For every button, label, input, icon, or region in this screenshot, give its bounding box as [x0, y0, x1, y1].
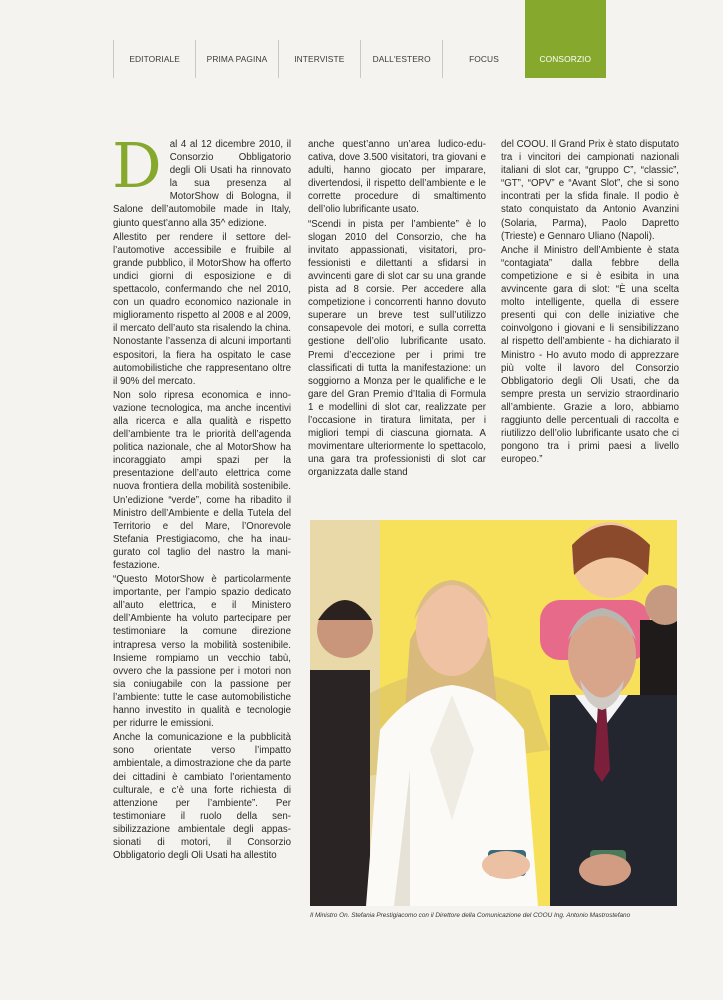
- article-paragraph: Anche la comunicazione e la pubblicità sono orientate verso l’impatto ambientale, a dimostrazione che da parte dei cittadini è cambiato l’orientamento culturale, e c’è una forte richiesta di attenzione per l’ambiente”. Per testimoniare il ruolo della sensibilizzazione ambientale degli appassionati di motori, il Consorzio Obbligatorio degli Oli Usati ha allestito: [113, 732, 291, 862]
- article-paragraph: al 4 al 12 dicembre 2010, il Consorzio Obbligatorio degli Oli Usati ha rinnovato la sua presenza al MotorShow di Bologna, il Salone dell’automobile made in Italy, giunto quest’anno alla 35^ edizione.: [113, 139, 291, 229]
- photo-caption: Il Ministro On. Stefania Prestigiacomo con il Direttore della Comunicazione del COOU Ing. Antonio Mastrostefano: [310, 912, 631, 919]
- article-paragraph: Allestito per rendere il settore dell’automotive accessibile e fruibile al grande pubblico, il MotorShow ha offerto undici giorni di esposizione e di spettacolo, confermando che nel 2010, con un quadro economico nazionale in miglioramento rispetto al 2008 e al 2009, il mercato dell’auto sta risalendo la china. Nonostante l’assenza di alcuni importanti espositori, la fiera ha ospitato le case automobilistiche che rappresentano oltre il 90% del mercato.: [113, 231, 291, 387]
- nav-item-editoriale[interactable]: EDITORIALE: [113, 40, 195, 78]
- article-paragraph: anche quest’anno un’area ludico-educativa, dove 3.500 visitatori, tra giovani e adulti, hanno giocato per imparare, divertendosi, il rispetto dell’ambiente e le corrette procedure di smaltimento dell’olio lubrificante usato.: [308, 139, 486, 216]
- nav-item-focus[interactable]: FOCUS: [442, 40, 524, 78]
- article-column-2: [308, 138, 486, 480]
- article-column-3: [501, 138, 679, 467]
- article-paragraph: “Scendi in pista per l’ambiente” è lo slogan 2010 del Consorzio, che ha invitato appassionati, visitatori, professionisti e dilettanti a sfidarsi in avvincenti gare di slot car su una grande pista ad 8 corsie. Per accedere alla competizione i concorrenti hanno dovuto superare un breve test sull’utilizzo consapevole dei motori, e sulla corretta gestione dell’olio lubrificante usato. Premi d’eccezione per i primi tre classificati di tutta la manifestazione: un soggiorno a Monza per le qualifiche e le gare del Gran Premio d’Italia di Formula 1 e modellini di slot car, realizzate per l’occasione in tiratura limitata, per i migliori tempi di ciascuna giornata. A movimentare ulteriormente lo spettacolo, una gara tra professionisti di slot car organizzata dalle stand: [308, 218, 486, 479]
- event-photo-illustration: [310, 520, 677, 906]
- nav-item-prima-pagina[interactable]: PRIMA PAGINA: [195, 40, 277, 78]
- event-photo: [310, 520, 677, 906]
- article-paragraph: Anche il Ministro dell’Ambiente è stata “contagiata” dalla febbre della competizione e si è esibita in una avvincente gara di slot: “È una scelta molto intelligente, quella di essere presenti qui con delle iniziative che coinvolgono i giovani e li sensibilizzano al rispetto dell’ambiente - ha dichiarato il Ministro - Ho avuto modo di apprezzare più volte il lavoro del Consorzio Obbligatorio degli Oli Usati, che da sempre presta un servizio straordinario all’ambiente. Grazie a loro, abbiamo raggiunto delle percentuali di raccolta e riutilizzo dell’olio lubrificante usato che ci pongono tra i primi paesi a livello europeo.”: [501, 244, 679, 466]
- nav-item-dall-estero[interactable]: DALL'ESTERO: [360, 40, 442, 78]
- section-nav: [113, 40, 606, 78]
- article-paragraph: Non solo ripresa economica e innovazione tecnologica, ma anche incentivi alla ricerca e alla qualità e rispetto dell’ambiente tra le priorità dell’agenda politica nazionale, che al MotorShow ha incoraggiato ampi spazi per la presentazione dell’auto elettrica come nuova frontiera della mobilità sostenibile. Un’edizione “verde”, come ha ribadito il Ministro dell’Ambiente e della Tutela del Territorio e del Mare, l’Onorevole Stefania Prestigiacomo, che ha inaugurato col taglio del nastro la manifestazione.: [113, 389, 291, 571]
- nav-item-consorzio-active[interactable]: CONSORZIO: [525, 0, 606, 78]
- drop-cap: D: [112, 129, 162, 202]
- article-paragraph: del COOU. Il Grand Prix è stato disputato tra i vincitori dei campionati nazionali italiani di slot car, “gruppo C”, “classic”, “GT”, “OPV” e “Avant Slot”, che si sono incontrati per la sfida finale. Il podio è stato conquistato da Antonio Avanzini (Solaria, Parma), Paolo Dapretto (Trieste) e Gennaro Uliano (Napoli).: [501, 139, 679, 242]
- nav-item-interviste[interactable]: INTERVISTE: [278, 40, 360, 78]
- article-column-1: [112, 129, 291, 863]
- article-paragraph: “Questo MotorShow è particolarmente importante, per l’ampio spazio dedicato all’auto elettrica, e il Ministero dell’Ambiente ha voluto partecipare per testimoniare la comune direzione intrapresa verso la mobilità sostenibile. Insieme rompiamo un vecchio tabù, ovvero che la passione per i motori non sia coniugabile con la passione per l’ambiente: tutte le case automobilistiche hanno investito in qualità e tecnologie per ridurre le emissioni.: [113, 574, 291, 730]
